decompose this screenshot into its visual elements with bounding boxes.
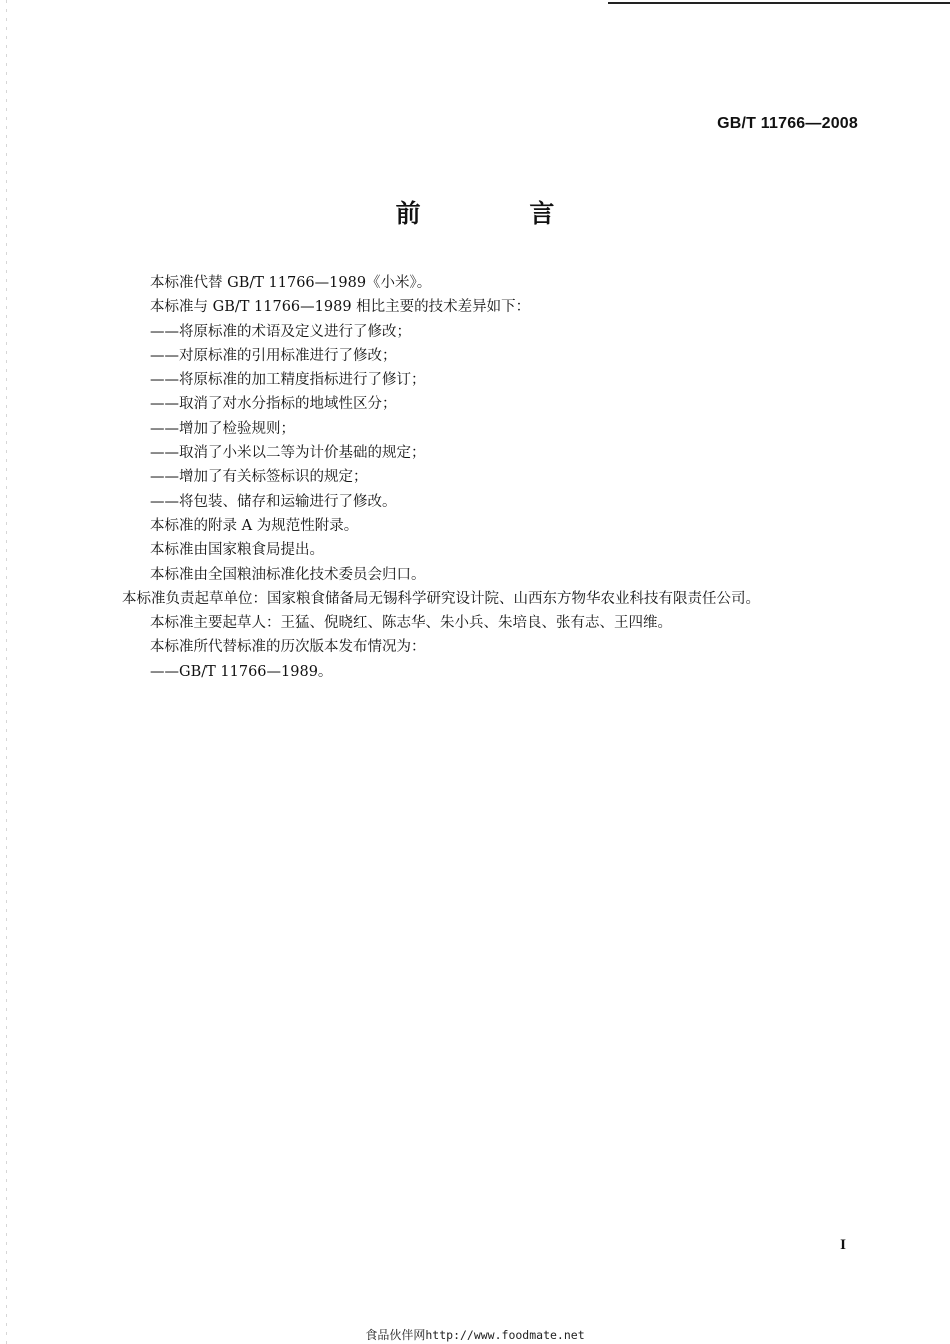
difference-item: ——将包装、储存和运输进行了修改。 xyxy=(150,493,397,510)
paragraph-drafting-units xyxy=(94,587,862,611)
site-label: 食品伙伴网 xyxy=(365,1328,426,1342)
paragraph-drafters: 本标准主要起草人：王猛、倪晓红、陈志华、朱小兵、朱培良、张有志、王四维。 xyxy=(150,615,672,632)
difference-item: ——将原标准的术语及定义进行了修改； xyxy=(150,323,411,340)
history-item: ——GB/T 11766—1989。 xyxy=(150,663,333,680)
difference-item: ——对原标准的引用标准进行了修改； xyxy=(150,347,397,364)
paragraph-appendix: 本标准的附录 A 为规范性附录。 xyxy=(150,517,359,534)
preface-body xyxy=(122,271,862,684)
difference-item: ——取消了小米以二等为计价基础的规定； xyxy=(150,445,426,462)
difference-item: ——将原标准的加工精度指标进行了修订； xyxy=(150,372,426,389)
paragraph-managed-by: 本标准由全国粮油标准化技术委员会归口。 xyxy=(150,566,426,583)
difference-item: ——增加了检验规则； xyxy=(150,420,295,437)
watermark-footer xyxy=(0,1326,950,1343)
difference-item: ——取消了对水分指标的地域性区分； xyxy=(150,396,397,413)
paragraph-differences-intro: 本标准与 GB/T 11766—1989 相比主要的技术差异如下： xyxy=(150,299,531,316)
difference-item: ——增加了有关标签标识的规定； xyxy=(150,469,368,486)
paragraph-replaces: 本标准代替 GB/T 11766—1989《小米》。 xyxy=(150,275,432,291)
drafting-units-text: 本标准负责起草单位：国家粮食储备局无锡科学研究设计院、山西东方物华农业科技有限责任公司。 xyxy=(122,590,760,607)
standard-number: GB/T 11766—2008 xyxy=(717,115,858,132)
site-url[interactable]: http://www.foodmate.net xyxy=(425,1328,585,1342)
section-title: 前 言 xyxy=(395,199,605,228)
top-rule xyxy=(608,2,950,4)
paragraph-proposed-by: 本标准由国家粮食局提出。 xyxy=(150,542,324,559)
paragraph-history-intro: 本标准所代替标准的历次版本发布情况为： xyxy=(150,639,426,656)
page-number: I xyxy=(840,1237,846,1253)
